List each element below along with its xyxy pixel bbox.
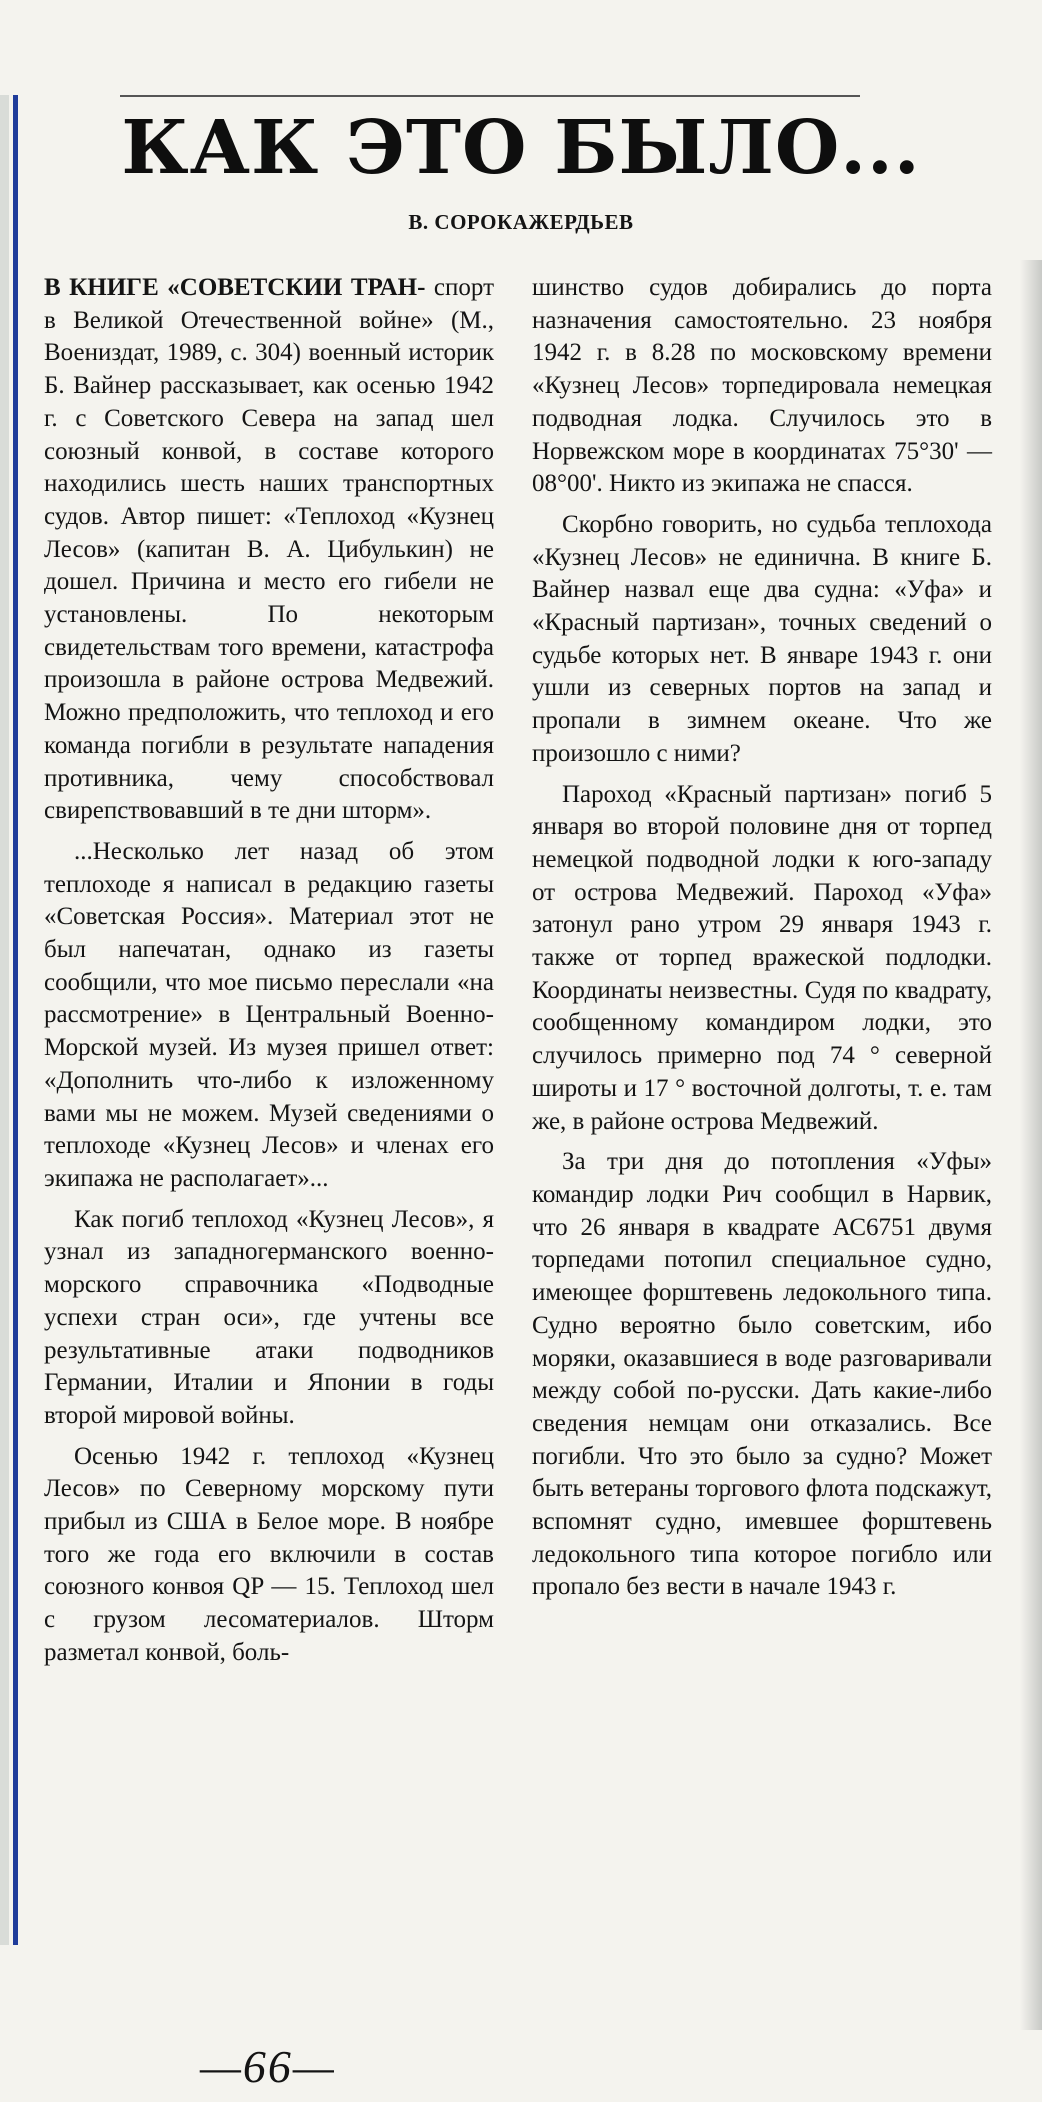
page-number: —66— <box>200 2041 336 2092</box>
paragraph: Пароход «Красный партизан» погиб 5 января во второй половине дня от торпед немецкой подводной лодки к юго-западу от острова Медвежий. Пароход «Уфа» затонул рано утром 29 января 1943 г. также от торпед вражеской подлодки. Координаты неизвестны. Судя по квадрату, сообщенному командиром лодки, это случилось примерно под 74 ° северной широты и 17 ° восточной долготы, т. е. там же, в районе острова Медвежий. <box>532 780 992 1135</box>
binding-shadow <box>1020 260 1042 2030</box>
paragraph: Осенью 1942 г. теплоход «Кузнец Лесов» по Северному морскому пути прибыл из США в Белое море. В ноябре того же года его включили в состав союзного конвоя QP — 15. Теплоход шел с грузом лесоматериалов. Шторм разметал конвой, боль- <box>44 1442 494 1666</box>
left-column <box>44 272 494 1678</box>
lead-in: В КНИГЕ «СОВЕТСКИИ ТРАН- <box>44 274 426 301</box>
right-column <box>532 272 992 1612</box>
paragraph <box>44 272 494 828</box>
header-rule <box>120 95 860 97</box>
article-title: КАК ЭТО БЫЛО... <box>121 105 921 191</box>
blue-margin-rule <box>13 95 18 1945</box>
paragraph: шинство судов добирались до порта назначения самостоятельно. 23 ноября 1942 г. в 8.28 по московскому времени «Кузнец Лесов» торпедировала немецкая подводная лодка. Случилось это в Норвежском море в координатах 75°30' — 08°00'. Никто из экипажа не спасся. <box>532 274 992 498</box>
article-author: В. СОРОКАЖЕРДЬЕВ <box>408 210 634 234</box>
paragraph: Скорбно говорить, но судьба теплохода «Кузнец Лесов» не единична. В книге Б. Вайнер назвал еще два судна: «Уфа» и «Красный партизан», точных сведений о судьбе которых нет. В январе 1943 г. они ушли из северных портов на запад и пропали в зимнем океане. Что же произошло с ними? <box>532 510 992 767</box>
page-edge <box>0 95 9 1945</box>
paragraph-text: спорт в Великой Отечественной войне» (М., Воениздат, 1989, с. 304) военный историк Б. Вайнер рассказывает, как осенью 1942 г. с Советского Севера на запад шел союзный конвой, в составе которого находились шесть наших транспортных судов. Автор пишет: «Теплоход «Кузнец Лесов» (капитан В. А. Цибулькин) не дошел. Причина и место его гибели не установлены. По некоторым свидетельствам того времени, катастрофа произошла в районе острова Медвежий. Можно предположить, что теплоход и его команда погибли в результате нападения противника, чему способствовал свирепствовавший в те дни шторм». <box>44 274 494 825</box>
paragraph: ...Несколько лет назад об этом теплоходе я написал в редакцию газеты «Советская Россия». Материал этот не был напечатан, однако из газеты сообщили, что мое письмо переслали «на рассмотрение» в Центральный Военно-Морской музей. Из музея пришел ответ: «Дополнить что-либо к изложенному вами мы не можем. Музей сведениями о теплоходе «Кузнец Лесов» и членах его экипажа не располагает»... <box>44 837 494 1192</box>
paragraph: За три дня до потопления «Уфы» командир лодки Рич сообщил в Нарвик, что 26 января в квадрате АС6751 двумя торпедами потопил специальное судно, имеющее форштевень ледокольного типа. Судно вероятно было советским, ибо моряки, оказавшиеся в воде разговаривали между собой по-русски. Дать какие-либо сведения немцам они отказались. Все погибли. Что это было за судно? Может быть ветераны торгового флота подскажут, вспомнят судно, имевшее форштевень ледокольного типа которое погибло или пропало без вести в начале 1943 г. <box>532 1148 992 1601</box>
paragraph: Как погиб теплоход «Кузнец Лесов», я узнал из западногерманского военно-морского справочника «Подводные успехи стран оси», где учтены все результативные атаки подводников Германии, Италии и Японии в годы второй мировой войны. <box>44 1205 494 1429</box>
